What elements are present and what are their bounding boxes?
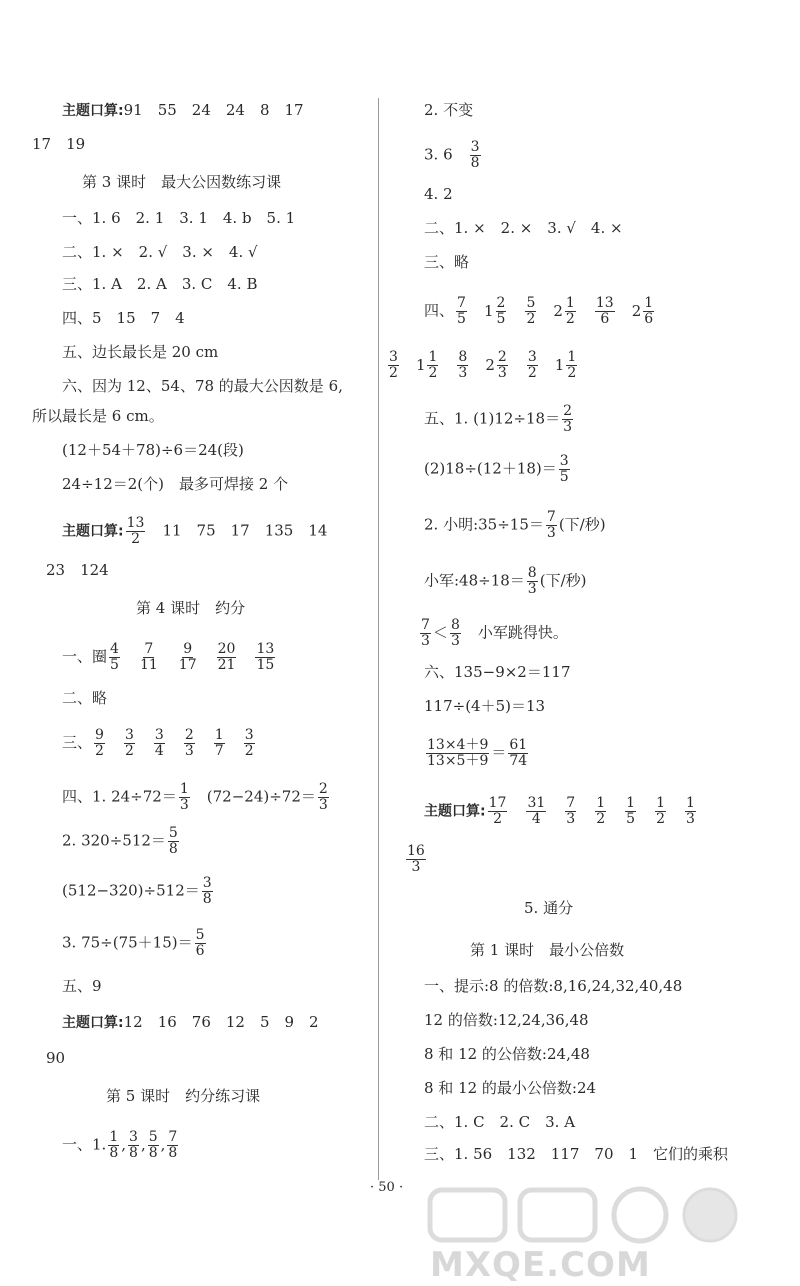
right-line-11: 小军:48÷18＝ $\frac{8}{3}$ (下/秒) [424, 565, 587, 597]
fraction: $\frac{7}{11}$ [139, 641, 158, 673]
fraction-item [182, 727, 197, 759]
left-line-19: (512−320)÷512＝ $\frac{3}{8}$ [62, 876, 215, 907]
watermark-text: MXQE.COM [430, 1245, 651, 1285]
fraction: $\frac{13}{6}$ [595, 295, 614, 327]
fraction: $\frac{13\times 4+9}{13\times 5+9}$ [427, 737, 489, 769]
fraction-item [107, 641, 122, 673]
fraction: $\frac{3}{5}$ [559, 453, 569, 485]
fraction: $\frac{1}{7}$ [214, 727, 224, 759]
right-line-9: (2)18÷(12＋18)＝ $\frac{3}{5}$ [424, 454, 572, 485]
fraction-item [212, 727, 227, 759]
right-line-18: 一、提示:8 的倍数:8,16,24,32,40,48 [424, 977, 683, 995]
right-line-14: 117÷(4＋5)＝13 [424, 697, 546, 715]
left-line-2: 17 19 [32, 135, 86, 153]
fraction-item [137, 641, 161, 673]
fraction: $\frac{1}{2}$ [565, 295, 575, 327]
fraction-item [554, 349, 579, 381]
left-line-16: 三、 $\frac{9}{2}$ $\frac{3}{2}$ $\frac{3}{4}$ $\frac{2}{3}$ $\frac{1}{7}$ $\frac{3}{2}$ [62, 728, 257, 759]
whole-number: 1 [483, 301, 494, 320]
fraction: $\frac{2}{3}$ [497, 349, 507, 381]
column-divider [378, 98, 379, 1180]
fraction: $\frac{3}{8}$ [202, 875, 212, 907]
fraction: $\frac{3}{8}$ [129, 1129, 138, 1161]
fraction: $\frac{3}{2}$ [389, 349, 398, 381]
left-line-15: 二、略 [62, 689, 108, 707]
fraction: $\frac{17}{2}$ [488, 795, 507, 827]
right-line-12: $\frac{7}{3}$ ＜ $\frac{8}{3}$ 小军跳得快。 [418, 618, 568, 649]
fraction: $\frac{7}{3}$ [546, 509, 556, 541]
fraction-item [146, 1129, 161, 1161]
right-line-15: $\frac{13\times 4+9}{13\times 5+9}$ ＝ $\frac{61}{74}$ [424, 738, 530, 769]
fraction [544, 509, 559, 541]
fraction: $\frac{3}{4}$ [154, 727, 164, 759]
fraction: $\frac{9}{17}$ [178, 641, 197, 673]
fraction-item [316, 781, 331, 813]
right-line-19: 12 的倍数:12,24,36,48 [424, 1011, 589, 1029]
fraction [166, 825, 181, 857]
lesson-1-title: 第 1 课时 最小公倍数 [470, 941, 625, 959]
fraction: $\frac{2}{5}$ [496, 295, 506, 327]
fraction-item [468, 139, 483, 171]
whole-number: 2 [485, 355, 495, 374]
fraction-item [253, 641, 277, 673]
fraction-item [242, 727, 257, 759]
fraction [560, 403, 575, 435]
fraction: $\frac{31}{4}$ [527, 795, 546, 827]
left-line-21: 五、9 [62, 977, 102, 995]
fraction: $\frac{1}{8}$ [109, 1129, 119, 1161]
right-line-20: 8 和 12 的公倍数:24,48 [424, 1045, 590, 1063]
lesson-5-title: 第 5 课时 约分练习课 [106, 1087, 261, 1105]
left-line-6: 四、5 15 7 4 [62, 309, 185, 327]
left-line-17: 四、1. 24÷72＝ $\frac{1}{3}$ (72−24)÷72＝ $\frac{2}{3}$ [62, 782, 331, 813]
fraction: $\frac{16}{3}$ [407, 843, 425, 875]
fraction-item [483, 295, 508, 327]
left-line-23: 90 [46, 1049, 66, 1067]
right-line-6: 四、 $\frac{7}{5}$ 1 $\frac{2}{5}$ $\frac{5}{2}$ 2 $\frac{1}{2}$ $\frac{13}{6}$ 2 $\frac{1}{6}$ [424, 296, 656, 327]
left-line-20: 3. 75÷(75＋15)＝ $\frac{5}{6}$ [62, 928, 208, 959]
fraction-item [126, 1129, 141, 1161]
fraction: $\frac{7}{5}$ [457, 295, 466, 327]
fraction: $\frac{1}{6}$ [644, 295, 654, 327]
fraction: $\frac{3}{2}$ [527, 349, 537, 381]
fraction: $\frac{1}{2}$ [567, 349, 577, 381]
fraction-item [523, 295, 538, 327]
fraction-item [593, 795, 608, 827]
fraction: $\frac{5}{2}$ [526, 295, 536, 327]
fraction: $\frac{8}{3}$ [527, 565, 537, 597]
left-line-10: (12＋54＋78)÷6＝24(段) [62, 441, 244, 459]
left-line-8: 六、因为 12、54、78 的最大公因数是 6, [62, 377, 343, 395]
left-line-22: 主题口算:12 16 76 12 5 9 2 [62, 1013, 319, 1031]
fraction [525, 565, 540, 597]
fraction-item [415, 349, 440, 381]
fraction: $\frac{7}{8}$ [168, 1129, 178, 1161]
right-line-4: 二、1. × 2. × 3. √ 4. × [424, 219, 623, 237]
right-line-3: 4. 2 [424, 185, 453, 203]
fraction: $\frac{1}{2}$ [596, 795, 606, 827]
lesson-3-title: 第 3 课时 最大公因数练习课 [82, 173, 282, 191]
fraction: $\frac{1}{3}$ [686, 795, 695, 827]
fraction-item [386, 349, 401, 381]
fraction-item [631, 295, 656, 327]
fraction [404, 843, 428, 875]
fraction-group: $\frac{1}{8}$ , $\frac{3}{8}$ , $\frac{5}{8}$ , $\frac{7}{8}$ [106, 1136, 180, 1154]
fraction-item [448, 617, 463, 649]
whole-number: 2 [631, 301, 642, 320]
fraction: $\frac{61}{74}$ [509, 737, 528, 769]
right-line-21: 8 和 12 的最小公倍数:24 [424, 1079, 597, 1097]
fraction-item [525, 349, 540, 381]
right-line-7 [386, 350, 579, 381]
fraction: $\frac{8}{3}$ [450, 617, 460, 649]
fraction-item [106, 1129, 121, 1161]
fraction [418, 617, 433, 649]
fraction: $\frac{2}{3}$ [184, 727, 194, 759]
fraction [557, 453, 572, 485]
left-line-7: 五、边长最长是 20 cm [62, 343, 219, 361]
fraction: $\frac{1}{3}$ [179, 781, 189, 813]
fraction: $\frac{8}{3}$ [458, 349, 468, 381]
fraction-item [653, 795, 668, 827]
fraction [468, 139, 483, 171]
fraction-item [560, 403, 575, 435]
fraction: $\frac{4}{5}$ [110, 641, 119, 673]
fraction-item [122, 727, 137, 759]
right-line-16: 主题口算: $\frac{17}{2}$ $\frac{31}{4}$ $\frac{7}{3}$ $\frac{1}{2}$ $\frac{1}{5}$ $\frac{1}{2}$ $\frac{1}{3}$ [424, 796, 698, 827]
fraction-item [152, 727, 167, 759]
fraction-item [553, 295, 577, 327]
fraction [193, 927, 208, 959]
fraction: $\frac{1}{2}$ [428, 349, 438, 381]
fraction: $\frac{7}{3}$ [421, 617, 430, 649]
fraction: $\frac{2}{3}$ [563, 403, 572, 435]
fraction: $\frac{5}{8}$ [148, 1129, 158, 1161]
fraction-item [525, 565, 540, 597]
fraction [200, 875, 215, 907]
fraction-item [544, 509, 559, 541]
fraction [177, 781, 192, 813]
left-line-9: 所以最长是 6 cm。 [32, 407, 164, 425]
page-number: · 50 · [370, 1180, 404, 1195]
right-line-5: 三、略 [424, 253, 470, 271]
fraction: $\frac{3}{8}$ [470, 139, 480, 171]
fraction-item [454, 295, 469, 327]
fraction: $\frac{3}{2}$ [244, 727, 254, 759]
left-line-18: 2. 320÷512＝ $\frac{5}{8}$ [62, 826, 181, 857]
whole-number: 1 [554, 355, 565, 374]
fraction: $\frac{7}{3}$ [566, 795, 576, 827]
right-line-8: 五、1. (1)12÷18＝ $\frac{2}{3}$ [424, 404, 575, 435]
fraction-item [524, 795, 548, 827]
fraction: $\frac{1}{2}$ [656, 795, 666, 827]
right-line-23: 三、1. 56 132 117 70 1 它们的乘积 [424, 1145, 729, 1163]
left-line-4: 二、1. × 2. √ 3. × 4. √ [62, 243, 258, 261]
fraction-item [200, 875, 215, 907]
fraction: $\frac{13}{2}$ [126, 515, 145, 547]
fraction: $\frac{20}{21}$ [217, 641, 236, 673]
fraction-item [506, 737, 530, 769]
left-line-5: 三、1. A 2. A 3. C 4. B [62, 275, 258, 293]
fraction [506, 737, 530, 769]
left-line-13: 23 124 [46, 561, 109, 579]
fraction-item [177, 781, 192, 813]
left-line-12: 主题口算: $\frac{13}{2}$ 11 75 17 135 14 [62, 515, 328, 547]
right-line-10: 2. 小明:35÷15＝ $\frac{7}{3}$ (下/秒) [424, 509, 606, 541]
fraction: $\frac{5}{6}$ [195, 927, 205, 959]
fraction-item [455, 349, 470, 381]
left-line-11: 24÷12＝2(个) 最多可焊接 2 个 [62, 475, 289, 493]
fraction-group [386, 349, 579, 381]
left-line-3: 一、1. 6 2. 1 3. 1 4. b 5. 1 [62, 209, 296, 227]
fraction-item [215, 641, 239, 673]
fraction: $\frac{3}{2}$ [124, 727, 134, 759]
fraction-item [176, 641, 200, 673]
whole-number: 1 [415, 355, 426, 374]
fraction-item [165, 1129, 180, 1161]
fraction-item [593, 295, 617, 327]
fraction-item [193, 927, 208, 959]
left-line-24: 一、1. $\frac{1}{8}$ , $\frac{3}{8}$ , $\frac{5}{8}$ , $\frac{7}{8}$ [62, 1130, 180, 1161]
fraction-item [404, 843, 428, 875]
fraction [316, 781, 331, 813]
right-line-1: 2. 不变 [424, 101, 474, 119]
fraction-item [683, 795, 698, 827]
fraction-item [92, 727, 107, 759]
right-line-17 [404, 844, 428, 875]
fraction-item [623, 795, 638, 827]
fraction-item [486, 795, 510, 827]
fraction: $\frac{1}{5}$ [626, 795, 636, 827]
section-title: 5. 通分 [524, 899, 574, 917]
left-line-1: 主题口算:91 55 24 24 8 17 [62, 101, 304, 119]
fraction: $\frac{5}{8}$ [168, 825, 178, 857]
fraction: $\frac{9}{2}$ [95, 727, 104, 759]
fraction-item [557, 453, 572, 485]
lesson-4-title: 第 4 课时 约分 [136, 599, 246, 617]
right-line-13: 六、135−9×2＝117 [424, 663, 571, 681]
fraction-item [418, 617, 433, 649]
right-line-22: 二、1. C 2. C 3. A [424, 1113, 576, 1131]
right-line-2: 3. 6 $\frac{3}{8}$ [424, 140, 483, 171]
fraction [448, 617, 463, 649]
fraction-item [166, 825, 181, 857]
fraction: $\frac{13}{15}$ [256, 641, 275, 673]
left-line-14: 一、圈 $\frac{4}{5}$ $\frac{7}{11}$ $\frac{9}{17}$ $\frac{20}{21}$ $\frac{13}{15}$ [62, 642, 277, 673]
fraction-item [485, 349, 509, 381]
fraction-item [563, 795, 578, 827]
whole-number: 2 [553, 301, 563, 320]
fraction: $\frac{2}{3}$ [318, 781, 328, 813]
